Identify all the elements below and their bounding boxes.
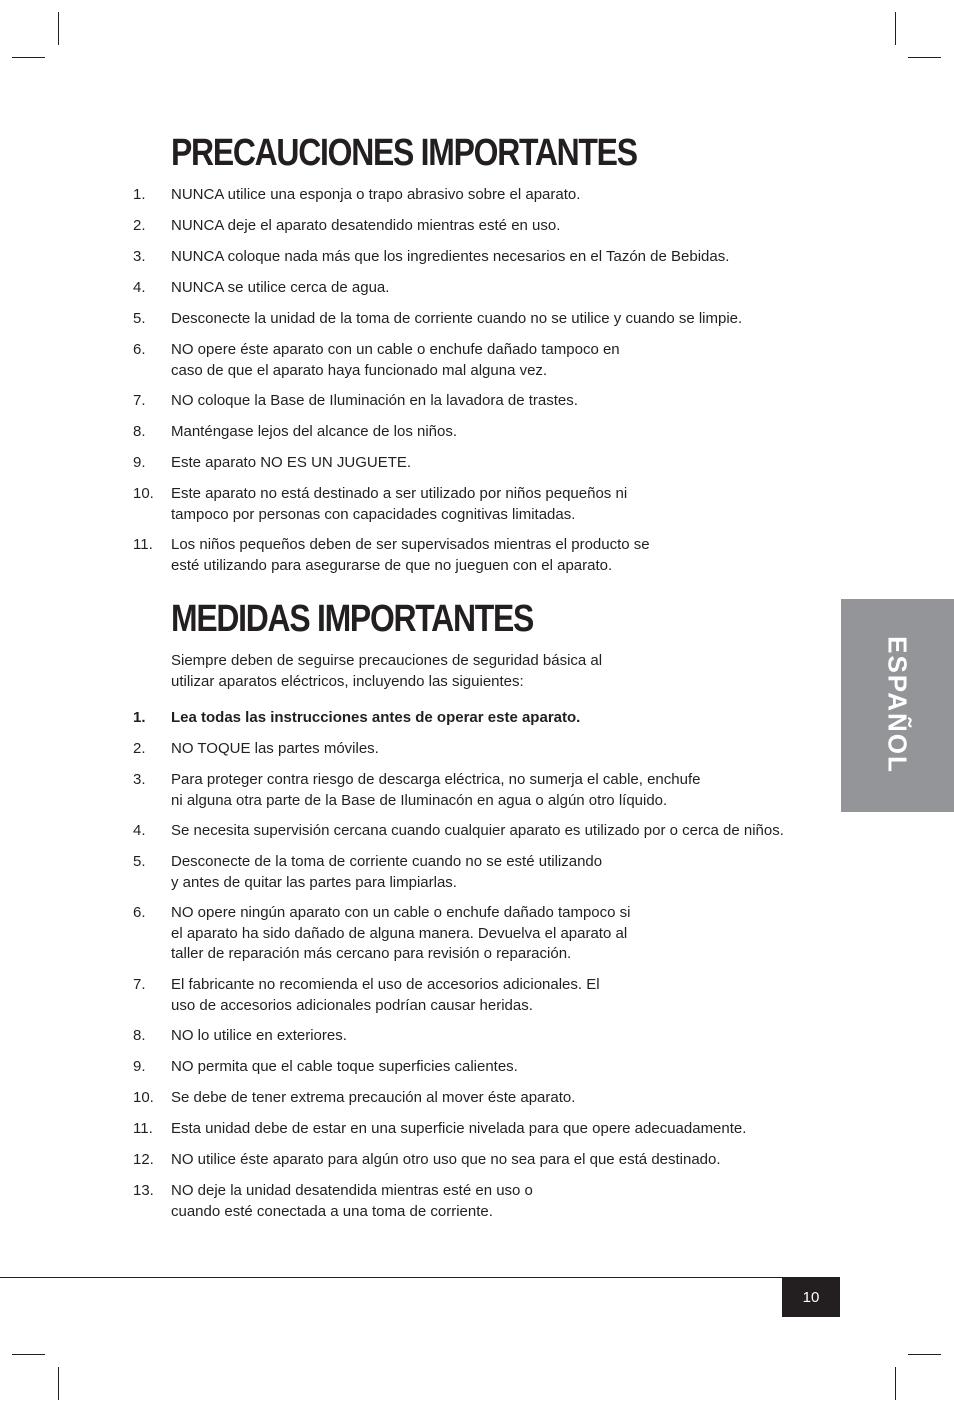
item-number: 9.: [133, 454, 146, 471]
crop-mark: [12, 57, 45, 58]
item-text: Se necesita supervisión cercana cuando cualquier aparato es utilizado por o cerca de niños.: [171, 822, 784, 839]
item-number: 11.: [133, 1120, 153, 1137]
crop-mark: [895, 1367, 896, 1400]
crop-mark: [908, 1354, 941, 1355]
section-intro: Siempre deben de seguirse precauciones de seguridad básica al utilizar aparatos eléctricos, incluyendo las siguientes:: [171, 652, 603, 690]
item-number: 2.: [133, 217, 146, 234]
item-text: NUNCA deje el aparato desatendido mientras esté en uso.: [171, 217, 561, 234]
item-text: Manténgase lejos del alcance de los niños.: [171, 423, 458, 440]
item-number: 3.: [133, 248, 146, 265]
item-number: 5.: [133, 853, 146, 870]
item-text: NO lo utilice en exteriores.: [171, 1027, 347, 1044]
item-text: NUNCA utilice una esponja o trapo abrasivo sobre el aparato.: [171, 186, 581, 203]
item-text: NO opere éste aparato con un cable o enchufe dañado tampoco en caso de que el aparato haya funcionado mal alguna vez.: [171, 341, 620, 379]
item-number: 7.: [133, 392, 146, 409]
item-number: 2.: [133, 740, 146, 757]
item-text: Esta unidad debe de estar en una superficie nivelada para que opere adecuadamente.: [171, 1120, 747, 1137]
item-text: Los niños pequeños deben de ser supervisados mientras el producto se esté utilizando para asegurarse de que no jueguen con el aparato.: [171, 536, 650, 574]
item-text: NO utilice éste aparato para algún otro uso que no sea para el que está destinado.: [171, 1151, 721, 1168]
item-number: 10.: [133, 485, 154, 502]
crop-mark: [908, 57, 941, 58]
section-title-precauciones: PRECAUCIONES IMPORTANTES: [171, 132, 637, 174]
item-number: 4.: [133, 822, 146, 839]
crop-mark: [58, 12, 59, 45]
item-number: 13.: [133, 1182, 154, 1199]
footer-rule: [0, 1277, 840, 1278]
language-tab: [841, 599, 954, 812]
crop-mark: [58, 1367, 59, 1400]
item-number: 6.: [133, 341, 146, 358]
item-number: 5.: [133, 310, 146, 327]
page-number-text: 10: [802, 1289, 820, 1306]
item-text: NO deje la unidad desatendida mientras esté en uso o cuando esté conectada a una toma de corriente.: [171, 1182, 533, 1220]
item-text: Desconecte de la toma de corriente cuando no se esté utilizando y antes de quitar las partes para limpiarlas.: [171, 853, 603, 891]
item-number: 8.: [133, 423, 146, 440]
item-text: Desconecte la unidad de la toma de corriente cuando no se utilice y cuando se limpie.: [171, 310, 743, 327]
crop-mark: [12, 1354, 45, 1355]
item-text: NUNCA coloque nada más que los ingredientes necesarios en el Tazón de Bebidas.: [171, 248, 730, 265]
item-number: 9.: [133, 1058, 146, 1075]
page-number: [782, 1278, 840, 1317]
item-text: Para proteger contra riesgo de descarga eléctrica, no sumerja el cable, enchufe ni alguna otra parte de la Base de Iluminacón en agua o algún otro líquido.: [171, 771, 701, 809]
item-text: Se debe de tener extrema precaución al mover éste aparato.: [171, 1089, 576, 1106]
item-number: 1.: [133, 186, 146, 203]
crop-mark: [895, 12, 896, 45]
item-number: 11.: [133, 536, 153, 553]
item-text: NO TOQUE las partes móviles.: [171, 740, 379, 757]
item-number: 1.: [133, 709, 146, 726]
language-tab-label: ESPAÑOL: [882, 636, 913, 774]
item-text: Este aparato NO ES UN JUGUETE.: [171, 454, 412, 471]
item-number: 7.: [133, 976, 146, 993]
section-title-medidas: MEDIDAS IMPORTANTES: [171, 598, 534, 640]
item-number: 4.: [133, 279, 146, 296]
item-number: 10.: [133, 1089, 154, 1106]
item-text: NO permita que el cable toque superficies calientes.: [171, 1058, 518, 1075]
item-text: NO coloque la Base de Iluminación en la lavadora de trastes.: [171, 392, 578, 409]
item-text: Este aparato no está destinado a ser utilizado por niños pequeños ni tampoco por personas con capacidades cognitivas limitadas.: [171, 485, 628, 523]
item-text: Lea todas las instrucciones antes de operar este aparato.: [171, 709, 581, 726]
item-text: NUNCA se utilice cerca de agua.: [171, 279, 390, 296]
item-text: NO opere ningún aparato con un cable o enchufe dañado tampoco si el aparato ha sido dañado de alguna manera. Devuelva el aparato al taller de reparación más cercano para revisión o reparación.: [171, 904, 631, 962]
item-number: 6.: [133, 904, 146, 921]
item-number: 3.: [133, 771, 146, 788]
item-text: El fabricante no recomienda el uso de accesorios adicionales. El uso de accesorios adicionales podrían causar heridas.: [171, 976, 600, 1014]
item-number: 8.: [133, 1027, 146, 1044]
item-number: 12.: [133, 1151, 154, 1168]
